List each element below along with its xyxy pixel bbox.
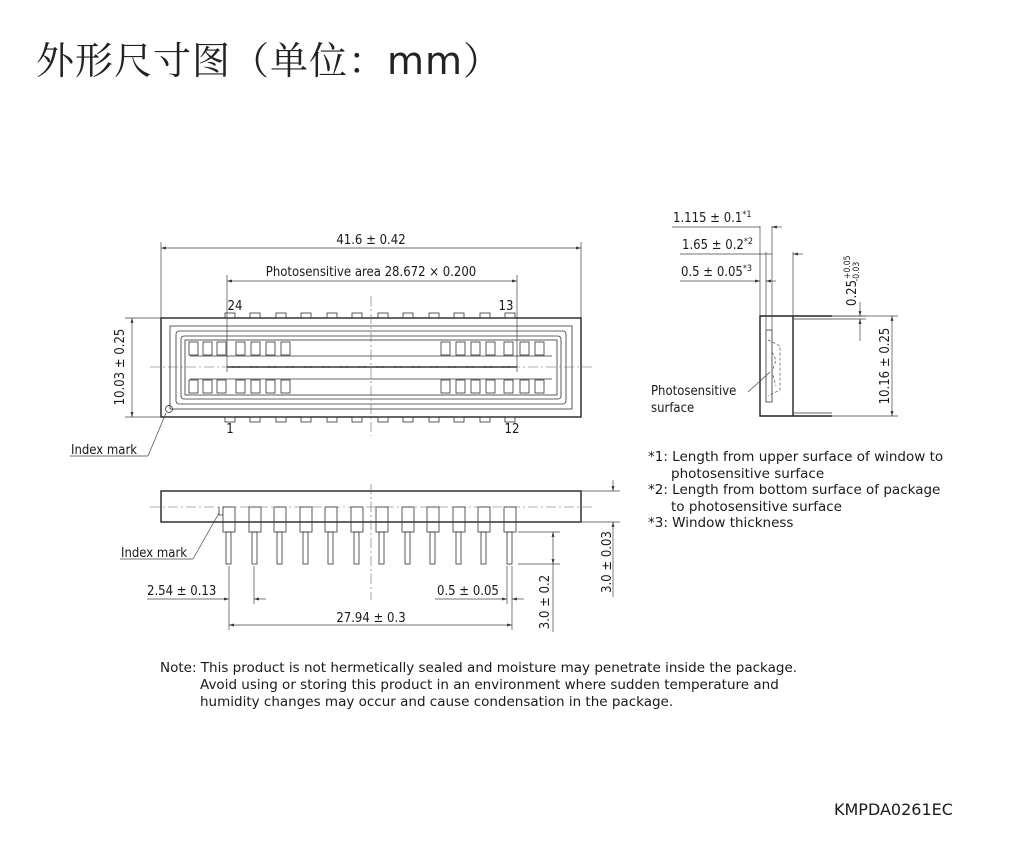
footnote-1-line2: photosensitive surface xyxy=(671,465,825,482)
dim3-sup: *3 xyxy=(742,264,753,274)
note-line2: Avoid using or storing this product in an environment where sudden temperature and xyxy=(200,677,779,693)
side-pins xyxy=(223,507,516,564)
dim1-label xyxy=(673,210,752,226)
body-thickness-label: 3.0 ± 0.03 xyxy=(600,531,615,593)
pin-1-label: 1 xyxy=(226,422,234,437)
photosensitive-label-line2: surface xyxy=(651,401,695,416)
top-view xyxy=(70,233,592,458)
index-mark-label: Index mark xyxy=(71,443,138,458)
pin-stubs-bottom xyxy=(225,417,515,422)
lead-thickness-base: 0.25 xyxy=(845,279,860,306)
lead-thickness-label xyxy=(843,255,862,306)
page-title: 外形尺寸图（单位：mm） xyxy=(36,39,503,83)
dim3-label xyxy=(681,264,752,280)
top-pad-row xyxy=(189,342,544,355)
index-mark-notch xyxy=(219,507,223,515)
pin-stubs-top xyxy=(225,313,515,318)
section-height-label: 10.16 ± 0.25 xyxy=(878,327,893,405)
photosensitive-label-line1: Photosensitive xyxy=(651,384,737,399)
footnotes xyxy=(648,449,943,532)
side-index-mark-label: Index mark xyxy=(121,546,188,561)
footnote-3: *3: Window thickness xyxy=(648,515,794,532)
bottom-pad-row xyxy=(189,380,544,393)
height-label: 10.03 ± 0.25 xyxy=(113,328,128,406)
dim2-label xyxy=(682,237,753,253)
dim1-value: 1.115 ± 0.1 xyxy=(673,211,743,226)
pin-span-label: 27.94 ± 0.3 xyxy=(336,611,406,626)
note-line1: Note: This product is not hermetically sealed and moisture may penetrate inside the package. xyxy=(160,660,798,676)
overall-length-label: 41.6 ± 0.42 xyxy=(336,233,406,248)
caution-note xyxy=(160,660,797,711)
dim3-value: 0.5 ± 0.05 xyxy=(681,265,743,280)
lead-tol-plus: +0.05 xyxy=(843,255,853,279)
dim1-sup: *1 xyxy=(742,210,752,220)
dim2-value: 1.65 ± 0.2 xyxy=(682,238,744,253)
section-view xyxy=(651,210,898,416)
side-view xyxy=(120,480,620,632)
footnote-2-line1: *2: Length from bottom surface of package xyxy=(648,482,941,499)
footnote-2-line2: to photosensitive surface xyxy=(671,498,842,515)
pin-12-label: 12 xyxy=(504,422,520,437)
pitch-label: 2.54 ± 0.13 xyxy=(147,584,217,599)
pin-24-label: 24 xyxy=(227,299,243,314)
pin-13-label: 13 xyxy=(498,299,514,314)
lead-length-label: 3.0 ± 0.2 xyxy=(538,574,553,630)
photosensitive-area-label: Photosensitive area 28.672 × 0.200 xyxy=(265,265,477,280)
footnote-1-line1: *1: Length from upper surface of window to xyxy=(648,449,944,465)
pin-width-label: 0.5 ± 0.05 xyxy=(437,584,499,599)
note-line3: humidity changes may occur and cause condensation in the package. xyxy=(200,694,674,710)
dim2-sup: *2 xyxy=(743,237,754,247)
drawing-code: KMPDA0261EC xyxy=(834,800,953,819)
lead-tol-minus: -0.03 xyxy=(852,261,862,282)
